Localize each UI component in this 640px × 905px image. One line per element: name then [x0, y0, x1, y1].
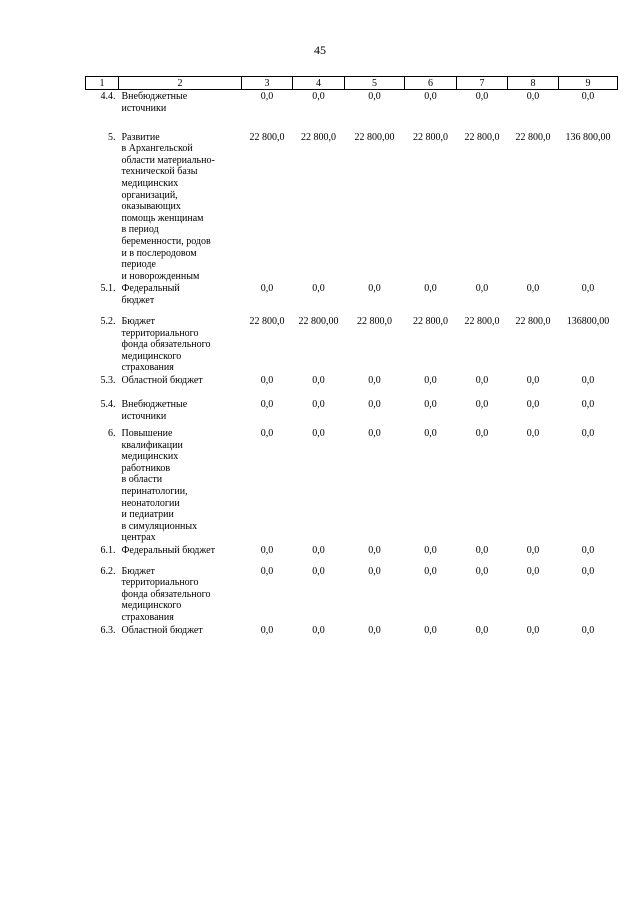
- value-cell: 22 800,00: [298, 315, 339, 327]
- row-name: Внебюджетные источники: [121, 399, 188, 423]
- row-number: 5.2.: [100, 315, 116, 327]
- value-cell: 0,0: [312, 91, 325, 102]
- value-cell: 0,0: [368, 428, 381, 440]
- value-cell: 22 800,00: [354, 131, 395, 143]
- value-cell: 0,0: [260, 545, 274, 556]
- row-name: Областной бюджет: [121, 624, 203, 636]
- budget-table: [85, 76, 618, 636]
- value-cell: 22 800,0: [413, 315, 448, 327]
- row-name: Бюджет территориального фонда обязательного медицинского страхования: [121, 315, 211, 374]
- value-cell: 0,0: [475, 91, 489, 102]
- value-cell: 0,0: [368, 91, 381, 102]
- value-cell: 0,0: [526, 565, 540, 577]
- row-number: 5.: [108, 131, 116, 143]
- value-cell: 0,0: [475, 374, 489, 386]
- value-cell: 0,0: [312, 545, 325, 556]
- value-cell: 22 800,0: [464, 315, 500, 327]
- value-cell: 0,0: [312, 565, 325, 577]
- value-cell: 0,0: [424, 91, 437, 102]
- value-cell: 136800,00: [566, 315, 610, 327]
- column-header: 8: [508, 77, 559, 90]
- row-number: 5.3.: [100, 374, 116, 386]
- value-cell: 0,0: [312, 374, 325, 386]
- value-cell: 0,0: [526, 624, 540, 636]
- row-name: Бюджет территориального фонда обязательного медицинского страхования: [121, 565, 211, 623]
- value-cell: 0,0: [475, 545, 489, 556]
- table-row: [86, 90, 618, 131]
- column-header: 5: [345, 77, 405, 90]
- column-header: 3: [242, 77, 293, 90]
- row-name: Федеральный бюджет: [121, 283, 180, 306]
- row-number: 5.4.: [100, 399, 116, 411]
- row-number: 6.1.: [100, 545, 116, 556]
- row-name: Повышение квалификации медицинских работников в области перинатологии, неонатологии и педиатрии в симуляционных центрах: [121, 428, 198, 544]
- value-cell: 0,0: [475, 624, 489, 636]
- value-cell: 0,0: [526, 545, 540, 556]
- value-cell: 22 800,0: [249, 315, 285, 327]
- value-cell: 0,0: [581, 374, 595, 386]
- value-cell: 0,0: [424, 428, 437, 440]
- value-cell: 0,0: [260, 91, 274, 102]
- value-cell: 0,0: [368, 624, 381, 636]
- value-cell: 22 800,0: [301, 131, 336, 143]
- value-cell: 0,0: [312, 283, 325, 295]
- row-name: Федеральный бюджет: [121, 545, 215, 556]
- column-header: 7: [457, 77, 508, 90]
- row-name: Развитие в Архангельской области материально- технической базы медицинских организаций, оказывающих помощь женщинам в период беременности, родов и в послеродовом периоде и новорожденным: [121, 131, 215, 282]
- value-cell: 0,0: [526, 428, 540, 440]
- row-name: Областной бюджет: [121, 374, 203, 386]
- column-header: 1: [86, 77, 119, 90]
- row-number: 6.2.: [100, 565, 116, 577]
- value-cell: 0,0: [424, 565, 437, 577]
- value-cell: 0,0: [475, 428, 489, 440]
- column-header: 6: [405, 77, 457, 90]
- value-cell: 22 800,0: [515, 131, 551, 143]
- value-cell: 0,0: [581, 399, 595, 411]
- value-cell: 136 800,00: [565, 131, 611, 143]
- value-cell: 0,0: [312, 624, 325, 636]
- value-cell: 0,0: [424, 624, 437, 636]
- table-row: [86, 565, 618, 624]
- value-cell: 0,0: [368, 565, 381, 577]
- value-cell: 0,0: [526, 283, 540, 295]
- column-header: 2: [119, 77, 242, 90]
- row-number: 6.: [108, 428, 116, 440]
- table-row: [86, 131, 618, 283]
- table-body: [86, 90, 618, 637]
- table-header: [86, 77, 618, 90]
- value-cell: 0,0: [260, 624, 274, 636]
- value-cell: 0,0: [581, 283, 595, 295]
- value-cell: 0,0: [581, 545, 595, 556]
- value-cell: 22 800,0: [515, 315, 551, 327]
- value-cell: 0,0: [260, 374, 274, 386]
- value-cell: 0,0: [312, 428, 325, 440]
- value-cell: 0,0: [581, 91, 595, 102]
- value-cell: 0,0: [475, 565, 489, 577]
- value-cell: 0,0: [526, 374, 540, 386]
- value-cell: 22 800,0: [464, 131, 500, 143]
- row-name: Внебюджетные источники: [121, 91, 188, 114]
- value-cell: 22 800,0: [357, 315, 392, 327]
- value-cell: 0,0: [581, 624, 595, 636]
- row-number: 5.1.: [100, 283, 116, 295]
- value-cell: 0,0: [260, 428, 274, 440]
- value-cell: 0,0: [368, 283, 381, 295]
- value-cell: 0,0: [424, 545, 437, 556]
- value-cell: 0,0: [368, 545, 381, 556]
- value-cell: 0,0: [475, 283, 489, 295]
- value-cell: 0,0: [312, 399, 325, 411]
- value-cell: 0,0: [260, 565, 274, 577]
- table-row: [86, 282, 618, 315]
- row-number: 6.3.: [100, 624, 116, 636]
- value-cell: 22 800,0: [413, 131, 448, 143]
- value-cell: 0,0: [581, 565, 595, 577]
- value-cell: 0,0: [475, 399, 489, 411]
- header-row: [86, 77, 618, 90]
- table-row: [86, 374, 618, 399]
- value-cell: 0,0: [368, 374, 381, 386]
- table-row: [86, 624, 618, 637]
- value-cell: 0,0: [581, 428, 595, 440]
- row-number: 4.4.: [100, 91, 116, 102]
- value-cell: 0,0: [424, 374, 437, 386]
- value-cell: 0,0: [260, 399, 274, 411]
- column-header: 4: [293, 77, 345, 90]
- table-row: [86, 427, 618, 544]
- table-row: [86, 315, 618, 374]
- table-row: [86, 398, 618, 427]
- value-cell: 22 800,0: [249, 131, 285, 143]
- table-row: [86, 544, 618, 565]
- value-cell: 0,0: [368, 399, 381, 411]
- value-cell: 0,0: [260, 283, 274, 295]
- value-cell: 0,0: [424, 283, 437, 295]
- value-cell: 0,0: [424, 399, 437, 411]
- value-cell: 0,0: [526, 399, 540, 411]
- page-number: 45: [314, 43, 326, 57]
- value-cell: 0,0: [526, 91, 540, 102]
- column-header: 9: [559, 77, 618, 90]
